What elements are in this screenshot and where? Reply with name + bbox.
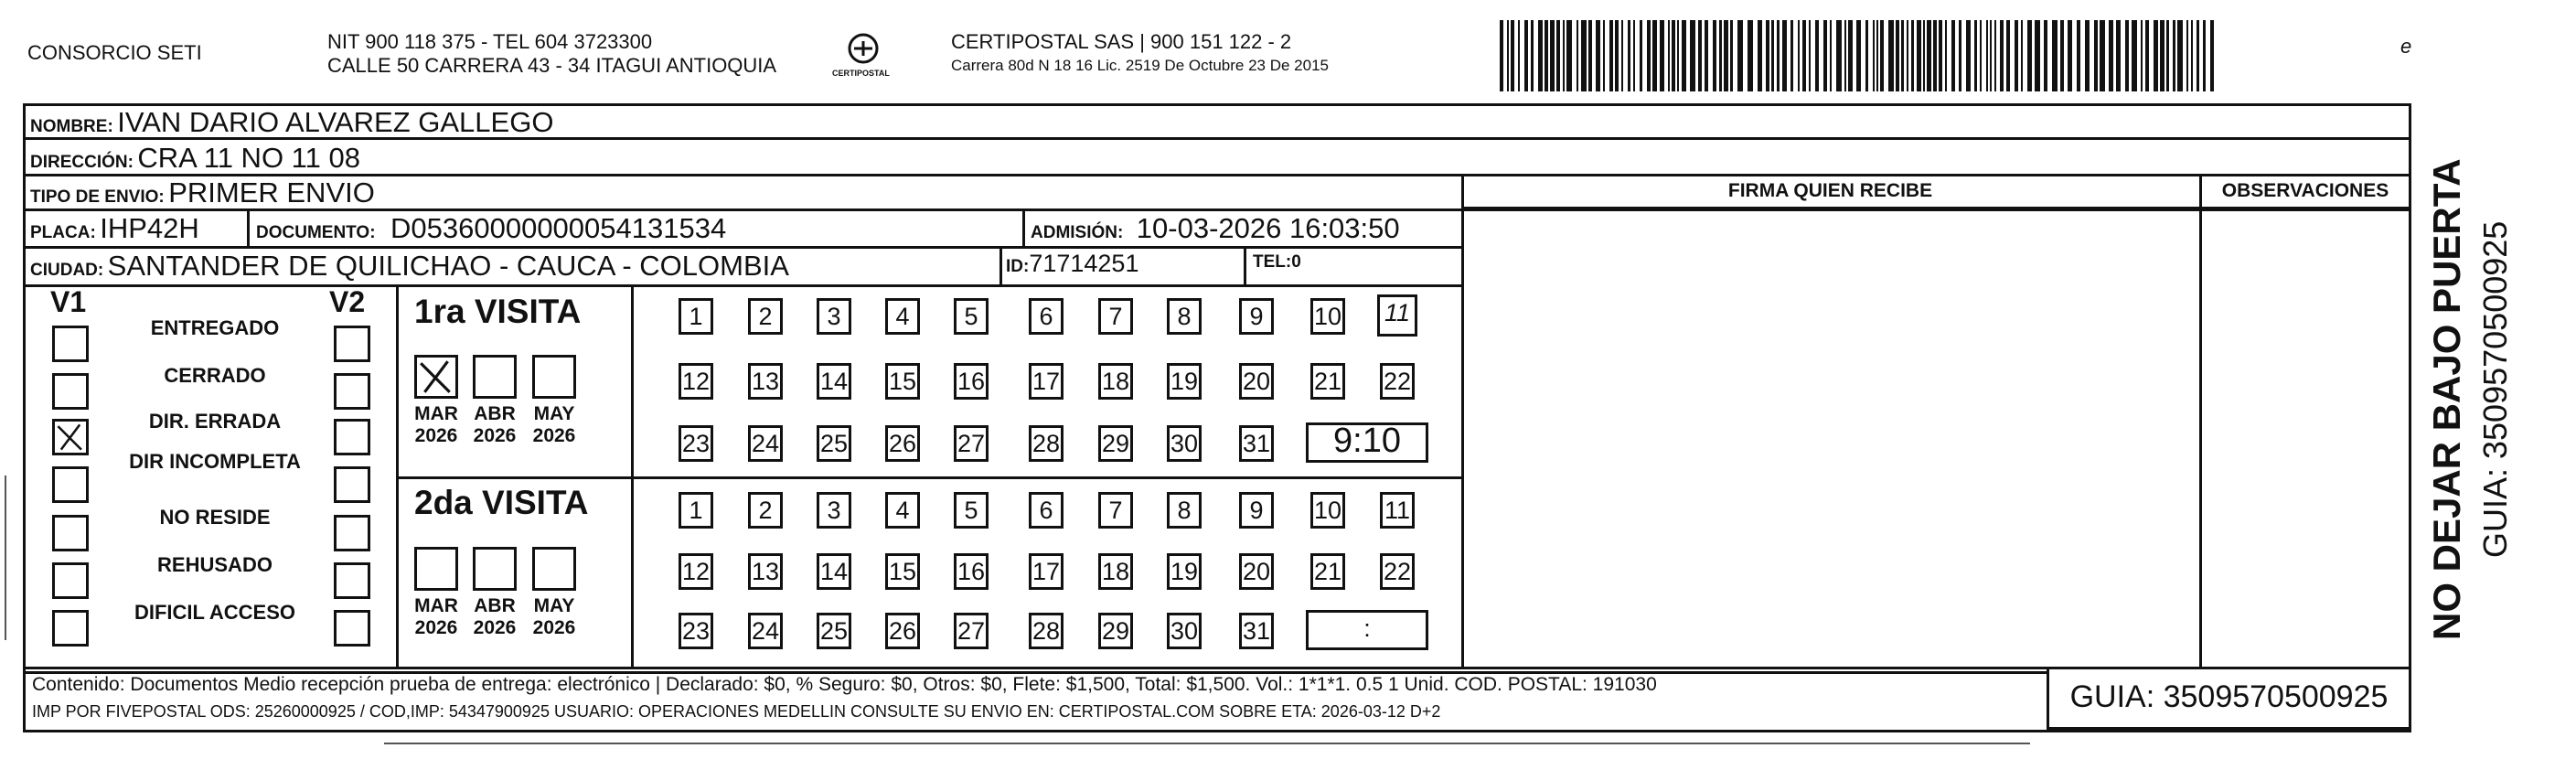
second-visit-day-29[interactable]: 29 bbox=[1098, 613, 1133, 649]
barcode-bar bbox=[1830, 20, 1832, 91]
barcode-bar bbox=[1507, 20, 1509, 91]
barcode-bar bbox=[1790, 20, 1793, 91]
barcode bbox=[1500, 20, 2240, 91]
barcode-bar bbox=[1566, 20, 1572, 91]
v1-checkbox[interactable] bbox=[52, 419, 89, 455]
first-visit-day-17[interactable]: 17 bbox=[1029, 363, 1064, 400]
guia-footer: GUIA: 3509570500925 bbox=[2069, 679, 2389, 714]
id-row: ID:71714251 bbox=[1006, 250, 1139, 277]
barcode-bar bbox=[2191, 20, 2193, 91]
first-visit-day-1[interactable]: 1 bbox=[679, 298, 713, 335]
status-option-label: DIR. ERRADA bbox=[148, 410, 282, 433]
v2-checkbox[interactable] bbox=[334, 419, 370, 455]
second-visit-day-11[interactable]: 11 bbox=[1380, 492, 1415, 529]
barcode-bar bbox=[1730, 20, 1733, 91]
barcode-bar bbox=[1888, 20, 1894, 91]
first-visit-day-22[interactable]: 22 bbox=[1380, 363, 1415, 400]
barcode-bar bbox=[1724, 20, 1728, 91]
second-visit-title: 2da VISITA bbox=[414, 484, 589, 521]
direccion-row: DIRECCIÓN: CRA 11 NO 11 08 bbox=[30, 142, 360, 174]
footer-line1: Contenido: Documentos Medio recepción prueba de entrega: electrónico | Declarado: $0, % Seguro: $0, Otros: $0, Flete: $1,500, Total: $1,500. Vol.: 1*1*1. 0.5 1 Unid. COD. POSTAL: 191030 bbox=[32, 674, 1657, 695]
second-visit-day-18[interactable]: 18 bbox=[1098, 553, 1133, 590]
v2-checkbox[interactable] bbox=[334, 466, 370, 503]
no-dejar-bajo-puerta: NO DEJAR BAJO PUERTA bbox=[2425, 158, 2468, 640]
barcode-bar bbox=[1556, 20, 1560, 91]
first-visit-month-checkbox[interactable] bbox=[532, 355, 576, 399]
barcode-bar bbox=[2210, 20, 2214, 91]
barcode-bar bbox=[1966, 20, 1971, 91]
barcode-bar bbox=[1990, 20, 1992, 91]
v1-checkbox[interactable] bbox=[52, 326, 89, 362]
barcode-bar bbox=[1603, 20, 1605, 91]
ciudad-row: CIUDAD: SANTANDER DE QUILICHAO - CAUCA - COLOMBIA bbox=[30, 250, 789, 282]
first-visit-day-10[interactable]: 10 bbox=[1310, 298, 1345, 335]
second-visit-day-9[interactable]: 9 bbox=[1239, 492, 1274, 529]
v1-label: V1 bbox=[50, 285, 87, 318]
v2-checkbox[interactable] bbox=[334, 610, 370, 647]
first-visit-day-19[interactable]: 19 bbox=[1167, 363, 1202, 400]
first-visit-day-27[interactable]: 27 bbox=[954, 425, 989, 462]
license-info: Carrera 80d N 18 16 Lic. 2519 De Octubre 23 De 2015 bbox=[951, 57, 1329, 74]
month-label: ABR 2026 bbox=[473, 403, 517, 446]
barcode-bar bbox=[1698, 20, 1702, 91]
second-visit-day-30[interactable]: 30 bbox=[1167, 613, 1202, 649]
month-label: MAY 2026 bbox=[532, 403, 576, 446]
barcode-bar bbox=[2044, 20, 2047, 91]
barcode-bar bbox=[1848, 20, 1853, 91]
barcode-bar bbox=[2203, 20, 2206, 91]
barcode-bar bbox=[1782, 20, 1787, 91]
barcode-bar bbox=[2141, 20, 2143, 91]
second-visit-day-5[interactable]: 5 bbox=[954, 492, 989, 529]
barcode-bar bbox=[1621, 20, 1623, 91]
barcode-bar bbox=[1945, 20, 1947, 91]
barcode-bar bbox=[2166, 20, 2169, 91]
barcode-bar bbox=[1927, 20, 1931, 91]
barcode-bar bbox=[2197, 20, 2199, 91]
barcode-bar bbox=[1771, 20, 1774, 91]
corner-mark: e bbox=[2400, 35, 2412, 58]
v2-checkbox[interactable] bbox=[334, 326, 370, 362]
first-visit-month-checkbox[interactable] bbox=[473, 355, 517, 399]
barcode-bar bbox=[1758, 20, 1762, 91]
barcode-bar bbox=[1640, 20, 1642, 91]
barcode-bar bbox=[1682, 20, 1686, 91]
barcode-bar bbox=[1802, 20, 1806, 91]
barcode-bar bbox=[1545, 20, 1548, 91]
v2-checkbox[interactable] bbox=[334, 562, 370, 599]
barcode-bar bbox=[2085, 20, 2090, 91]
second-visit-day-15[interactable]: 15 bbox=[885, 553, 920, 590]
barcode-bar bbox=[2094, 20, 2098, 91]
barcode-bar bbox=[1672, 20, 1675, 91]
tipo-value: PRIMER ENVIO bbox=[168, 176, 375, 208]
v2-label: V2 bbox=[329, 285, 366, 318]
barcode-bar bbox=[1588, 20, 1592, 91]
second-visit-day-20[interactable]: 20 bbox=[1239, 553, 1274, 590]
first-visit-day-12[interactable]: 12 bbox=[679, 363, 713, 400]
first-visit-day-6[interactable]: 6 bbox=[1029, 298, 1064, 335]
second-visit-day-26[interactable]: 26 bbox=[885, 613, 920, 649]
barcode-bar bbox=[2154, 20, 2158, 91]
barcode-bar bbox=[1748, 20, 1753, 91]
status-option-label: REHUSADO bbox=[157, 553, 273, 576]
barcode-bar bbox=[1777, 20, 1780, 91]
second-visit-day-31[interactable]: 31 bbox=[1239, 613, 1274, 649]
placa-row: PLACA: IHP42H bbox=[30, 212, 199, 244]
first-visit-day-21[interactable]: 21 bbox=[1310, 363, 1345, 400]
barcode-bar bbox=[1511, 20, 1514, 91]
second-visit-day-14[interactable]: 14 bbox=[817, 553, 851, 590]
barcode-bar bbox=[1856, 20, 1861, 91]
second-visit-day-8[interactable]: 8 bbox=[1167, 492, 1202, 529]
month-label: MAR 2026 bbox=[414, 403, 458, 446]
barcode-bar bbox=[1873, 20, 1875, 91]
barcode-bar bbox=[2132, 20, 2137, 91]
month-label: MAR 2026 bbox=[414, 595, 458, 638]
documento-row: DOCUMENTO: D05360000000054131534 bbox=[256, 212, 727, 244]
barcode-bar bbox=[1737, 20, 1743, 91]
month-label: MAY 2026 bbox=[532, 595, 576, 638]
logo-text: CERTIPOSTAL bbox=[832, 69, 890, 78]
v2-checkbox[interactable] bbox=[334, 373, 370, 410]
first-visit-day-16[interactable]: 16 bbox=[954, 363, 989, 400]
barcode-bar bbox=[2035, 20, 2040, 91]
admision-row: ADMISIÓN: 10-03-2026 16:03:50 bbox=[1031, 212, 1400, 244]
second-visit-month-checkbox[interactable] bbox=[532, 547, 576, 591]
second-visit-day-27[interactable]: 27 bbox=[954, 613, 989, 649]
barcode-bar bbox=[1652, 20, 1657, 91]
barcode-bar bbox=[1633, 20, 1635, 91]
barcode-bar bbox=[2027, 20, 2032, 91]
barcode-bar bbox=[2060, 20, 2064, 91]
footer-line2: IMP POR FIVEPOSTAL ODS: 25260000925 / COD,IMP: 54347900925 USUARIO: OPERACIONES MEDELLIN CONSULTE SU ENVIO EN: CERTIPOSTAL.COM SOBRE ETA: 2026-03-12 D+2 bbox=[32, 702, 1441, 721]
status-option-label: NO RESIDE bbox=[159, 506, 271, 529]
barcode-bar bbox=[1577, 20, 1578, 91]
barcode-bar bbox=[1880, 20, 1884, 91]
barcode-bar bbox=[1609, 20, 1613, 91]
barcode-bar bbox=[2021, 20, 2023, 91]
first-visit-time-box[interactable]: 9:10 bbox=[1306, 422, 1428, 463]
status-option-label: DIR INCOMPLETA bbox=[129, 450, 301, 473]
second-visit-day-21[interactable]: 21 bbox=[1310, 553, 1345, 590]
second-visit-day-2[interactable]: 2 bbox=[748, 492, 783, 529]
barcode-bar bbox=[2177, 20, 2183, 91]
barcode-bar bbox=[2068, 20, 2072, 91]
first-visit-day-4[interactable]: 4 bbox=[885, 298, 920, 335]
admision-value: 10-03-2026 16:03:50 bbox=[1136, 212, 1400, 244]
barcode-bar bbox=[1660, 20, 1664, 91]
tel-value: 0 bbox=[1291, 252, 1301, 272]
second-visit-day-10[interactable]: 10 bbox=[1310, 492, 1345, 529]
barcode-bar bbox=[2000, 20, 2004, 91]
first-visit-day-26[interactable]: 26 bbox=[885, 425, 920, 462]
barcode-bar bbox=[1836, 20, 1842, 91]
barcode-bar bbox=[1615, 20, 1619, 91]
first-visit-day-25[interactable]: 25 bbox=[817, 425, 851, 462]
observaciones-label: OBSERVACIONES bbox=[2221, 180, 2389, 201]
first-visit-day-2[interactable]: 2 bbox=[748, 298, 783, 335]
barcode-bar bbox=[1980, 20, 1982, 91]
barcode-bar bbox=[1815, 20, 1819, 91]
v1-checkbox[interactable] bbox=[52, 562, 89, 599]
barcode-bar bbox=[2109, 20, 2113, 91]
v1-checkbox[interactable] bbox=[52, 466, 89, 503]
second-visit-day-1[interactable]: 1 bbox=[679, 492, 713, 529]
second-visit-day-28[interactable]: 28 bbox=[1029, 613, 1064, 649]
barcode-bar bbox=[1531, 20, 1534, 91]
barcode-bar bbox=[2015, 20, 2018, 91]
first-visit-day-18[interactable]: 18 bbox=[1098, 363, 1133, 400]
second-visit-day-19[interactable]: 19 bbox=[1167, 553, 1202, 590]
barcode-bar bbox=[2125, 20, 2129, 91]
placa-value: IHP42H bbox=[100, 212, 199, 244]
status-option-label: ENTREGADO bbox=[150, 316, 280, 339]
barcode-bar bbox=[1844, 20, 1846, 91]
barcode-bar bbox=[1581, 20, 1587, 91]
barcode-bar bbox=[1923, 20, 1925, 91]
second-visit-day-24[interactable]: 24 bbox=[748, 613, 783, 649]
second-visit-day-13[interactable]: 13 bbox=[748, 553, 783, 590]
barcode-bar bbox=[2116, 20, 2121, 91]
second-visit-day-16[interactable]: 16 bbox=[954, 553, 989, 590]
second-visit-day-6[interactable]: 6 bbox=[1029, 492, 1064, 529]
barcode-bar bbox=[1994, 20, 1996, 91]
first-visit-day-13[interactable]: 13 bbox=[748, 363, 783, 400]
first-visit-title: 1ra VISITA bbox=[414, 293, 582, 330]
barcode-bar bbox=[1951, 20, 1955, 91]
second-visit-day-23[interactable]: 23 bbox=[679, 613, 713, 649]
first-visit-day-24[interactable]: 24 bbox=[748, 425, 783, 462]
first-visit-day-7[interactable]: 7 bbox=[1098, 298, 1133, 335]
barcode-bar bbox=[1596, 20, 1600, 91]
firma-label: FIRMA QUIEN RECIBE bbox=[1727, 180, 1933, 201]
barcode-bar bbox=[1907, 20, 1908, 91]
barcode-bar bbox=[1865, 20, 1868, 91]
nombre-row: NOMBRE: IVAN DARIO ALVAREZ GALLEGO bbox=[30, 106, 554, 138]
first-visit-day-11[interactable]: 11 bbox=[1377, 294, 1417, 337]
barcode-bar bbox=[1500, 20, 1503, 91]
barcode-bar bbox=[1823, 20, 1827, 91]
certipostal-info: CERTIPOSTAL SAS | 900 151 122 - 2 bbox=[951, 30, 1292, 53]
documento-value: D05360000000054131534 bbox=[390, 212, 727, 244]
barcode-bar bbox=[1518, 20, 1520, 91]
barcode-bar bbox=[1876, 20, 1878, 91]
second-visit-day-3[interactable]: 3 bbox=[817, 492, 851, 529]
barcode-bar bbox=[1550, 20, 1555, 91]
first-visit-day-14[interactable]: 14 bbox=[817, 363, 851, 400]
ciudad-value: SANTANDER DE QUILICHAO - CAUCA - COLOMBIA bbox=[107, 250, 789, 282]
nit-tel: NIT 900 118 375 - TEL 604 3723300 bbox=[327, 30, 653, 53]
barcode-bar bbox=[1628, 20, 1630, 91]
barcode-bar bbox=[1524, 20, 1528, 91]
barcode-bar bbox=[1911, 20, 1914, 91]
second-visit-time-box[interactable]: : bbox=[1306, 610, 1428, 650]
company-name: CONSORCIO SETI bbox=[27, 41, 202, 64]
first-visit-day-5[interactable]: 5 bbox=[954, 298, 989, 335]
first-visit-month-checkbox[interactable] bbox=[414, 355, 458, 399]
barcode-bar bbox=[1809, 20, 1811, 91]
barcode-bar bbox=[2145, 20, 2149, 91]
barcode-bar bbox=[1959, 20, 1961, 91]
status-option-label: DIFICIL ACCESO bbox=[134, 601, 295, 624]
second-visit-day-12[interactable]: 12 bbox=[679, 553, 713, 590]
direccion-value: CRA 11 NO 11 08 bbox=[137, 142, 360, 174]
barcode-bar bbox=[1719, 20, 1722, 91]
barcode-bar bbox=[1713, 20, 1716, 91]
status-option-label: CERRADO bbox=[164, 364, 266, 387]
second-visit-month-checkbox[interactable] bbox=[473, 547, 517, 591]
second-visit-day-25[interactable]: 25 bbox=[817, 613, 851, 649]
barcode-bar bbox=[1901, 20, 1904, 91]
company-address: CALLE 50 CARRERA 43 - 34 ITAGUI ANTIOQUIA bbox=[327, 54, 777, 77]
barcode-bar bbox=[2160, 20, 2164, 91]
first-visit-day-3[interactable]: 3 bbox=[817, 298, 851, 335]
first-visit-day-29[interactable]: 29 bbox=[1098, 425, 1133, 462]
id-value: 71714251 bbox=[1029, 250, 1139, 277]
barcode-bar bbox=[1705, 20, 1708, 91]
first-visit-day-8[interactable]: 8 bbox=[1167, 298, 1202, 335]
barcode-bar bbox=[1939, 20, 1942, 91]
first-visit-day-31[interactable]: 31 bbox=[1239, 425, 1274, 462]
barcode-bar bbox=[1538, 20, 1543, 91]
month-label: ABR 2026 bbox=[473, 595, 517, 638]
nombre-value: IVAN DARIO ALVAREZ GALLEGO bbox=[117, 106, 554, 138]
first-visit-day-30[interactable]: 30 bbox=[1167, 425, 1202, 462]
barcode-bar bbox=[1563, 20, 1565, 91]
barcode-bar bbox=[2052, 20, 2058, 91]
v1-checkbox[interactable] bbox=[52, 373, 89, 410]
v1-checkbox[interactable] bbox=[52, 610, 89, 647]
first-visit-day-9[interactable]: 9 bbox=[1239, 298, 1274, 335]
first-visit-day-15[interactable]: 15 bbox=[885, 363, 920, 400]
second-visit-day-7[interactable]: 7 bbox=[1098, 492, 1133, 529]
barcode-bar bbox=[1917, 20, 1921, 91]
barcode-bar bbox=[1986, 20, 1988, 91]
barcode-bar bbox=[1690, 20, 1695, 91]
barcode-bar bbox=[1668, 20, 1670, 91]
barcode-bar bbox=[1766, 20, 1769, 91]
tel-row: TEL:0 bbox=[1253, 252, 1301, 272]
barcode-bar bbox=[1933, 20, 1937, 91]
first-visit-day-23[interactable]: 23 bbox=[679, 425, 713, 462]
barcode-bar bbox=[2077, 20, 2080, 91]
barcode-bar bbox=[2173, 20, 2175, 91]
barcode-bar bbox=[2186, 20, 2188, 91]
second-visit-day-4[interactable]: 4 bbox=[885, 492, 920, 529]
barcode-bar bbox=[1896, 20, 1899, 91]
barcode-bar bbox=[1677, 20, 1679, 91]
barcode-bar bbox=[1974, 20, 1977, 91]
v2-checkbox[interactable] bbox=[334, 515, 370, 551]
barcode-bar bbox=[2100, 20, 2105, 91]
barcode-bar bbox=[1647, 20, 1651, 91]
tipo-row: TIPO DE ENVIO: PRIMER ENVIO bbox=[30, 176, 375, 208]
second-visit-day-17[interactable]: 17 bbox=[1029, 553, 1064, 590]
first-visit-day-28[interactable]: 28 bbox=[1029, 425, 1064, 462]
barcode-bar bbox=[1798, 20, 1800, 91]
second-visit-month-checkbox[interactable] bbox=[414, 547, 458, 591]
first-visit-day-20[interactable]: 20 bbox=[1239, 363, 1274, 400]
second-visit-day-22[interactable]: 22 bbox=[1380, 553, 1415, 590]
v1-checkbox[interactable] bbox=[52, 515, 89, 551]
barcode-bar bbox=[2006, 20, 2010, 91]
side-guia: GUIA: 3509570500925 bbox=[2476, 220, 2514, 558]
